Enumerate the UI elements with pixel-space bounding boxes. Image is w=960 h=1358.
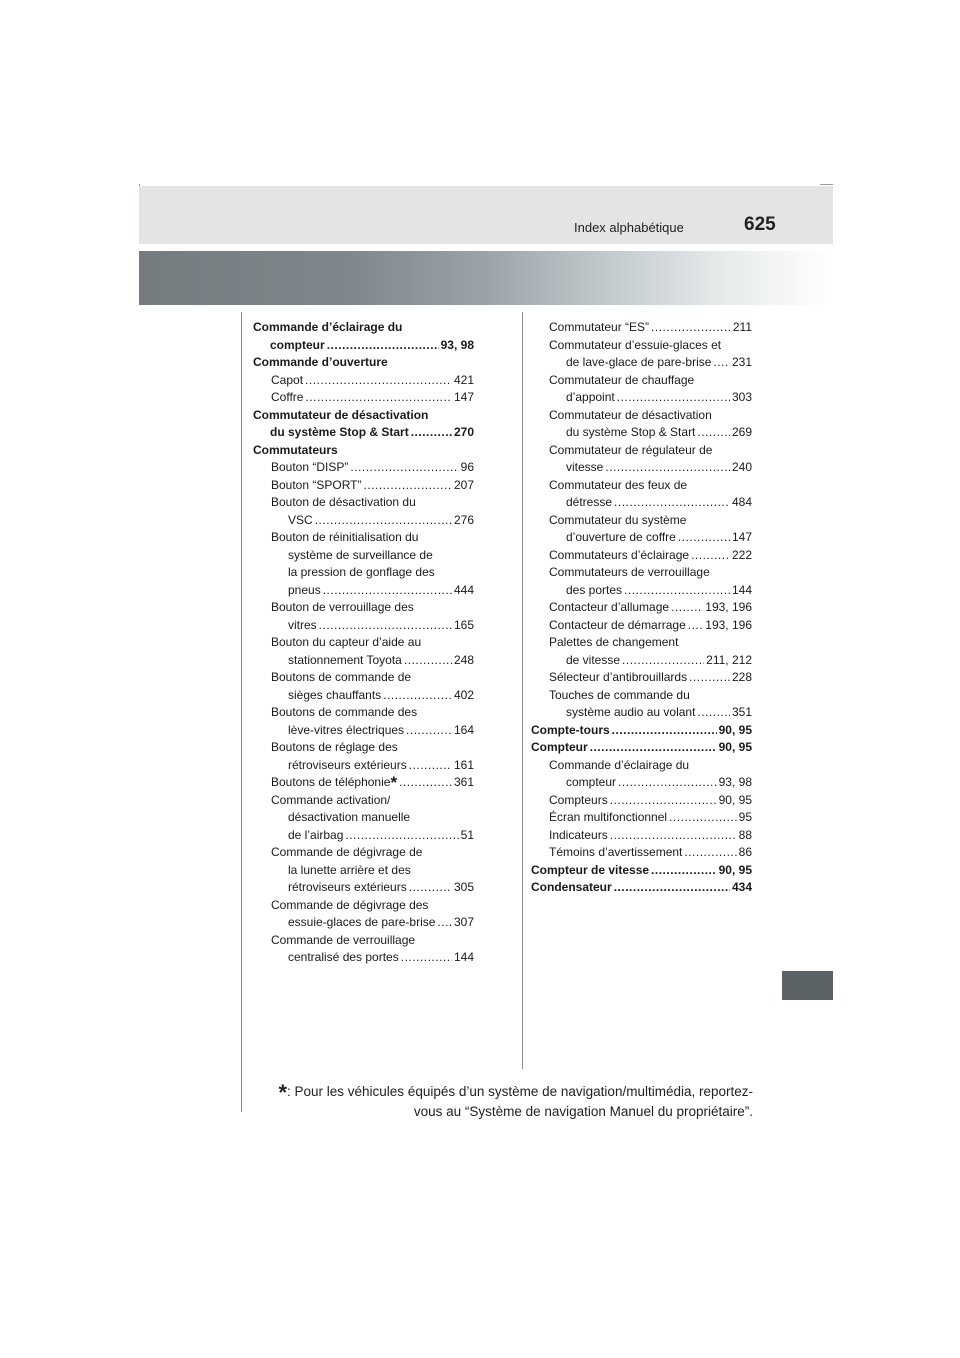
index-entry [253,739,474,774]
index-entry-text: pneus [288,582,321,597]
page-reference: 90, 95 [718,722,752,737]
dot-leader [697,704,730,722]
dot-leader [399,774,452,792]
index-entry-text: Commutateur de régulateur de [549,442,713,457]
index-entry-text: Témoins d’avertissement [549,845,683,859]
dot-leader [319,617,452,635]
index-entry-text: Commutateurs de verrouillage [549,565,710,579]
index-entry-text: Bouton du capteur d’aide au [271,635,422,649]
page-reference: 90, 95 [718,792,752,807]
index-entry [253,897,474,932]
footnote-asterisk: * [278,1080,287,1105]
index-entry-text: Commutateur “ES” [549,320,650,334]
index-entry-text: Commande de dégivrage de [271,845,423,859]
page-reference: 434 [731,880,752,894]
index-column-right [531,319,752,897]
column-divider [522,312,523,1069]
dot-leader [590,739,717,757]
index-heading: Commutateurs [253,442,338,457]
dot-leader [651,862,717,880]
dot-leader [669,809,737,827]
dot-leader [409,757,452,775]
index-entry [531,862,752,880]
index-entry-text: Bouton “SPORT” [271,477,362,492]
index-entry-text: essuie-glaces de pare-brise [288,915,436,929]
dot-leader [614,494,730,512]
index-entry-text: Commande de dégivrage des [271,897,429,912]
index-entry-text: système audio au volant [566,705,696,719]
index-entry [253,494,474,529]
index-entry-text: compteur [566,775,617,789]
page-reference: 207 [453,477,474,492]
index-entry [253,932,474,967]
dot-leader [624,582,730,600]
index-entry [531,372,752,407]
index-entry-text: de lave-glace de pare-brise [566,355,712,369]
dot-leader [327,337,439,355]
page-reference: 144 [453,950,474,964]
page-reference: 444 [453,582,474,597]
index-entry-text: Coffre [271,390,304,404]
index-entry-text: Commande d’éclairage du [253,320,403,334]
index-entry-text: vitres [288,617,317,632]
page-reference: 90, 95 [718,862,752,877]
index-entry-text: Écran multifonctionnel [549,810,668,824]
dot-leader [617,389,730,407]
index-entry-text: centralisé des portes [288,950,399,964]
page-reference: 484 [731,495,752,509]
page-reference: 164 [453,722,474,737]
page-reference: 88 [738,827,752,842]
left-margin-rule [241,312,242,1112]
index-entry [531,547,752,565]
index-entry [253,844,474,897]
index-entry-text: Sélecteur d’antibrouillards [549,670,688,684]
index-entry-text: Commande d’éclairage du [549,757,690,772]
index-entry-text: Contacteur d’allumage [549,600,670,614]
index-entry-text: la lunette arrière et des [288,862,411,877]
dot-leader [406,722,452,740]
page-number: 625 [744,214,776,235]
dot-leader [688,617,704,635]
dot-leader [345,827,458,845]
index-entry [253,389,474,407]
index-entry-text: d’ouverture de coffre [566,530,676,544]
index-entry-text: du système Stop & Start [270,425,409,439]
index-entry-text: Bouton de réinitialisation du [271,530,419,544]
page-reference: 193, 196 [705,617,752,632]
index-entry [253,372,474,390]
index-entry [253,354,474,372]
index-entry-text: VSC [288,512,313,527]
index-entry-text: détresse [566,495,613,509]
index-entry-text: compteur [270,337,325,352]
index-entry [531,512,752,547]
index-entry-text: rétroviseurs extérieurs [288,757,407,772]
index-entry [531,879,752,897]
index-entry-text: de vitesse [566,652,621,667]
dot-leader [605,459,730,477]
header-corner-mark-right [820,184,833,185]
dot-leader [689,669,730,687]
page-reference: 147 [731,530,752,544]
page-reference: 248 [453,652,474,667]
index-column-left [253,319,474,967]
dot-leader [651,319,731,337]
index-entry [531,564,752,599]
index-entry-text: lève-vitres électriques [288,722,405,737]
footnote [273,1079,753,1122]
index-entry-text: Commutateur de désactivation [549,407,712,422]
index-entry [531,337,752,372]
index-entry [531,739,752,757]
index-entry [531,442,752,477]
page-reference: 161 [453,757,474,772]
index-entry-text: Boutons de commande des [271,705,418,719]
index-entry [531,669,752,687]
dot-leader [401,949,452,967]
dot-leader [610,827,737,845]
dot-leader [315,512,452,530]
chapter-banner [139,251,833,305]
dot-leader [614,879,730,897]
index-entry-text: système de surveillance de [288,547,433,562]
dot-leader [305,389,452,407]
dot-leader [411,424,452,442]
dot-leader [684,844,736,862]
index-entry-text: Commande activation/ [271,792,391,807]
index-entry [253,669,474,704]
index-entry [531,844,752,862]
index-entry-text: rétroviseurs extérieurs [288,880,407,894]
page-reference: 269 [731,425,752,439]
index-entry-text: la pression de gonflage des [288,565,435,579]
page-reference: 144 [731,582,752,597]
index-entry [253,704,474,739]
index-entry [531,407,752,442]
index-entry-text: de l’airbag [288,827,344,842]
dot-leader [622,652,704,670]
footnote-line-2: vous au “Système de navigation Manuel du propriétaire”. [413,1104,753,1119]
index-entry [531,617,752,635]
index-entry [253,459,474,477]
index-entry-text: Bouton “DISP” [271,460,349,474]
page-reference: 307 [453,915,474,929]
page-reference: 361 [453,775,474,789]
index-entry-text: Bouton de verrouillage des [271,600,414,614]
index-entry [531,827,752,845]
dot-leader [678,529,730,547]
index-entry-text: Compte-tours [531,722,610,737]
index-entry [531,792,752,810]
page-reference: 276 [453,512,474,527]
page-reference: 228 [731,670,752,684]
page-reference: 421 [453,372,474,387]
dot-leader [691,547,730,565]
dot-leader [612,722,717,740]
page-reference: 222 [731,547,752,562]
dot-leader [383,687,452,705]
index-entry-text: Capot [271,372,304,387]
dot-leader [618,774,717,792]
section-title: Index alphabétique [574,220,684,235]
index-entry-text: Compteur [531,740,588,754]
chapter-thumb-tab [782,971,833,1000]
dot-leader [713,354,730,372]
dot-leader [350,459,458,477]
dot-leader [323,582,452,600]
index-entry-text: Commutateur des feux de [549,477,688,492]
page-reference: 211 [732,320,752,334]
index-entry-text: stationnement Toyota [288,652,402,667]
dot-leader [363,477,451,495]
index-entry [531,319,752,337]
index-entry [531,599,752,617]
index-entry-text: Compteur de vitesse [531,862,650,877]
dot-leader [610,792,717,810]
page-reference: 165 [453,617,474,632]
page-reference: 95 [738,810,752,824]
dot-leader [409,879,452,897]
index-entry-text: Indicateurs [549,827,608,842]
index-entry-text: Boutons de téléphonie [271,775,391,789]
page-reference: 93, 98 [440,337,474,352]
index-entry [253,792,474,845]
index-heading: Commande d’ouverture [253,355,388,369]
page-reference: 240 [731,460,752,474]
page-reference: 303 [731,390,752,404]
page-reference: 231 [731,355,752,369]
index-entry [531,757,752,792]
page-reference: 93, 98 [718,775,752,789]
index-entry-text: Boutons de réglage des [271,740,398,754]
page-reference: 270 [453,425,474,439]
index-entry [253,477,474,495]
index-entry: Boutons de téléphonie * ..... 361 [253,774,474,792]
index-entry [253,529,474,599]
index-entry-text: Compteurs [549,792,608,807]
dot-leader [697,424,730,442]
index-entry-text: du système Stop & Start [566,425,696,439]
footnote-line-1: : Pour les véhicules équipés d’un système de navigation/multimédia, reportez- [287,1084,753,1099]
index-entry-text: Touches de commande du [549,687,690,702]
index-entry [253,407,474,442]
index-entry [253,442,474,460]
page-reference: 351 [731,705,752,719]
index-entry-text: Condensateur [531,880,612,894]
page-reference: 193, 196 [705,600,752,614]
index-entry [253,599,474,634]
index-entry-text: Commutateur de désactivation [253,407,429,422]
index-entry [253,634,474,669]
index-entry-text: Commande de verrouillage [271,932,416,947]
index-entry [531,687,752,722]
index-entry-text: Bouton de désactivation du [271,495,416,509]
dot-leader [437,914,452,932]
page-reference: 147 [453,390,474,404]
page-reference: 211, 212 [706,652,752,667]
page-reference: 402 [453,687,474,702]
page-reference: 86 [738,845,752,859]
index-entry-text: Contacteur de démarrage [549,617,686,632]
index-entry-text: d’appoint [566,390,615,404]
dot-leader [305,372,452,390]
index-entry-text: Boutons de commande de [271,670,412,684]
index-entry-text: sièges chauffants [288,687,382,702]
index-entry-text: Commutateur d’essuie-glaces et [549,337,722,352]
index-entry-text: des portes [566,582,623,597]
index-entry-text: vitesse [566,460,604,474]
index-entry [531,809,752,827]
page-reference: 51 [460,827,474,842]
dot-leader [671,599,703,617]
index-entry-text: Commutateurs d’éclairage [549,547,690,562]
index-entry-text: désactivation manuelle [288,810,411,824]
page-reference: 305 [453,880,474,894]
page-header [139,186,833,244]
dot-leader [404,652,452,670]
page-reference: 96 [460,460,474,474]
index-entry [531,722,752,740]
index-entry [531,477,752,512]
index-entry [531,634,752,669]
index-entry [253,319,474,354]
index-entry-text: Commutateur de chauffage [549,372,695,387]
index-entry-text: Commutateur du système [549,512,687,527]
index-entry-text: Palettes de changement [549,635,679,649]
page-reference: 90, 95 [718,740,752,754]
